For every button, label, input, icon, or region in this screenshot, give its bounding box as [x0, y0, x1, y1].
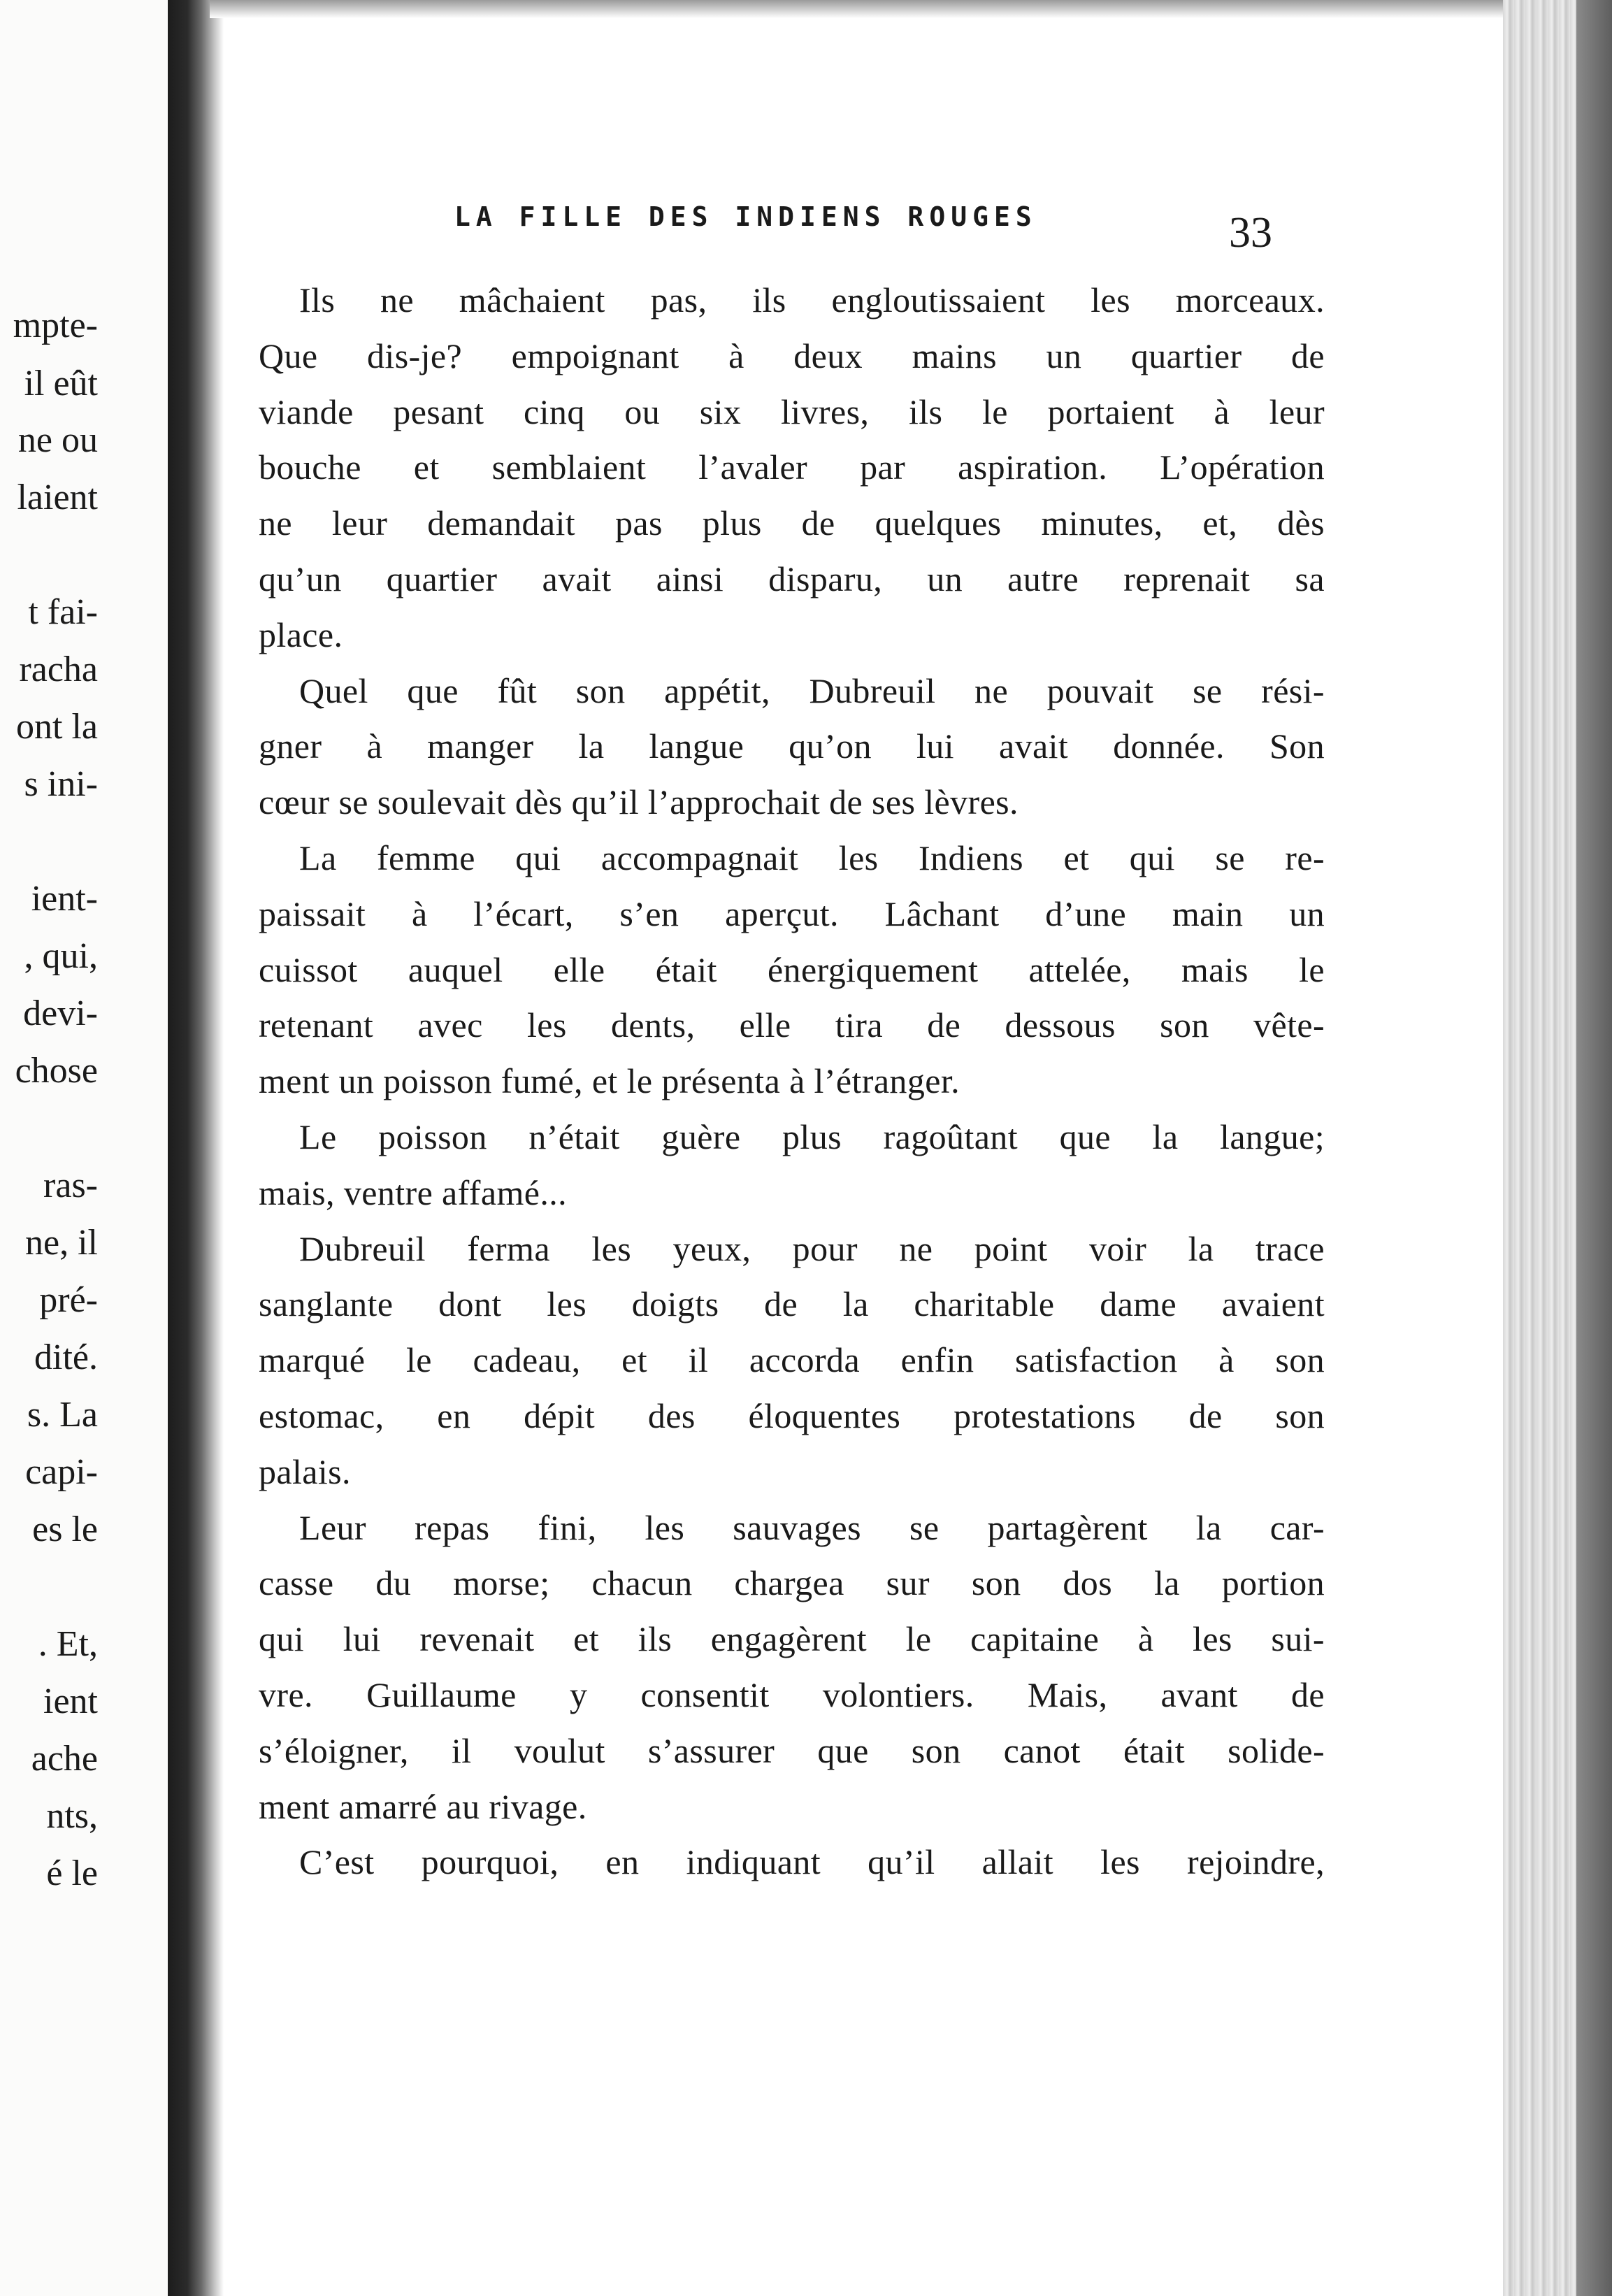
left-page-line: ient	[43, 1681, 98, 1721]
left-page-line: laient	[17, 478, 98, 517]
page-block-edge-shadow	[1576, 0, 1612, 2296]
left-page-line: mpte-	[13, 306, 98, 345]
text-line: paissait à l’écart, s’en aperçut. Lâchant d’une main un	[259, 894, 1325, 933]
text-line: vre. Guillaume y consentit volontiers. Mais, avant de	[259, 1674, 1325, 1714]
left-page-line: devi-	[23, 993, 98, 1033]
text-line: qui lui revenait et ils engagèrent le capitaine à les sui-	[259, 1619, 1325, 1659]
page-number: 33	[1229, 209, 1272, 257]
text-line: s’éloigner, il voulut s’assurer que son canot était solide-	[259, 1730, 1325, 1770]
book-gutter-shadow	[168, 0, 224, 2296]
text-line: cuissot auquel elle était énergiquement attelée, mais le	[259, 949, 1325, 989]
text-line: Quel que fût son appétit, Dubreuil ne pouvait se rési-	[299, 670, 1325, 710]
left-page-line: racha	[19, 650, 98, 689]
left-page-line: il eût	[24, 364, 98, 403]
left-page-line: é le	[46, 1853, 98, 1893]
text-line: La femme qui accompagnait les Indiens et qui se re-	[299, 838, 1325, 877]
left-page-line: ne ou	[17, 420, 98, 460]
text-line: mais, ventre affamé...	[259, 1172, 568, 1212]
left-page-line: ache	[31, 1739, 98, 1779]
text-line: viande pesant cinq ou six livres, ils le portaient à leur	[259, 392, 1325, 431]
text-line: Le poisson n’était guère plus ragoûtant que la langue;	[299, 1117, 1325, 1156]
text-line: retenant avec les dents, elle tira de dessous son vête-	[259, 1005, 1325, 1045]
text-line: place.	[259, 615, 343, 654]
left-page-line: ras-	[43, 1165, 98, 1205]
text-line: ne leur demandait pas plus de quelques minutes, et, dès	[259, 503, 1325, 543]
left-page-line: chose	[15, 1051, 98, 1091]
text-line: palais.	[259, 1451, 351, 1491]
text-line: Leur repas fini, les sauvages se partagèrent la car-	[299, 1507, 1325, 1547]
left-page-fragment	[0, 0, 168, 2296]
left-page-line: s. La	[27, 1395, 98, 1435]
text-line: cœur se soulevait dès qu’il l’approchait de ses lèvres.	[259, 782, 1019, 822]
running-head: LA FILLE DES INDIENS ROUGES	[454, 201, 1037, 232]
text-line: sanglante dont les doigts de la charitable dame avaient	[259, 1284, 1325, 1324]
left-page-line: ne, il	[25, 1223, 98, 1263]
text-line: casse du morse; chacun chargea sur son dos la portion	[259, 1563, 1325, 1603]
left-page-line: ont la	[16, 707, 98, 747]
left-page-line: nts,	[46, 1796, 98, 1836]
text-line: bouche et semblaient l’avaler par aspiration. L’opération	[259, 447, 1325, 487]
left-page-line: es le	[32, 1509, 98, 1549]
text-line: ment amarré au rivage.	[259, 1786, 587, 1826]
text-line: Ils ne mâchaient pas, ils engloutissaient les morceaux.	[299, 280, 1325, 320]
text-line: gner à manger la langue qu’on lui avait donnée. Son	[259, 726, 1325, 766]
left-page-line: dité.	[34, 1337, 98, 1377]
text-line: estomac, en dépit des éloquentes protestations de son	[259, 1395, 1325, 1435]
book-page	[224, 0, 1503, 2296]
text-line: Dubreuil ferma les yeux, pour ne point voir la trace	[299, 1228, 1325, 1268]
left-page-line: . Et,	[38, 1624, 98, 1664]
text-line: ment un poisson fumé, et le présenta à l’étranger.	[259, 1061, 960, 1101]
text-line: qu’un quartier avait ainsi disparu, un autre reprenait sa	[259, 559, 1325, 598]
page-body-text	[259, 273, 1325, 1890]
left-page-line: , qui,	[24, 936, 98, 976]
left-page-line: ient-	[31, 879, 98, 919]
left-page-line: pré-	[39, 1280, 98, 1320]
text-line: marqué le cadeau, et il accorda enfin satisfaction à son	[259, 1340, 1325, 1380]
text-line: Que dis-je? empoignant à deux mains un quartier de	[259, 336, 1325, 375]
left-page-line: capi-	[25, 1452, 98, 1492]
left-page-line: t fai-	[28, 592, 98, 632]
text-line: C’est pourquoi, en indiquant qu’il allait les rejoindre,	[299, 1842, 1325, 1882]
left-page-line: s ini-	[24, 764, 98, 804]
